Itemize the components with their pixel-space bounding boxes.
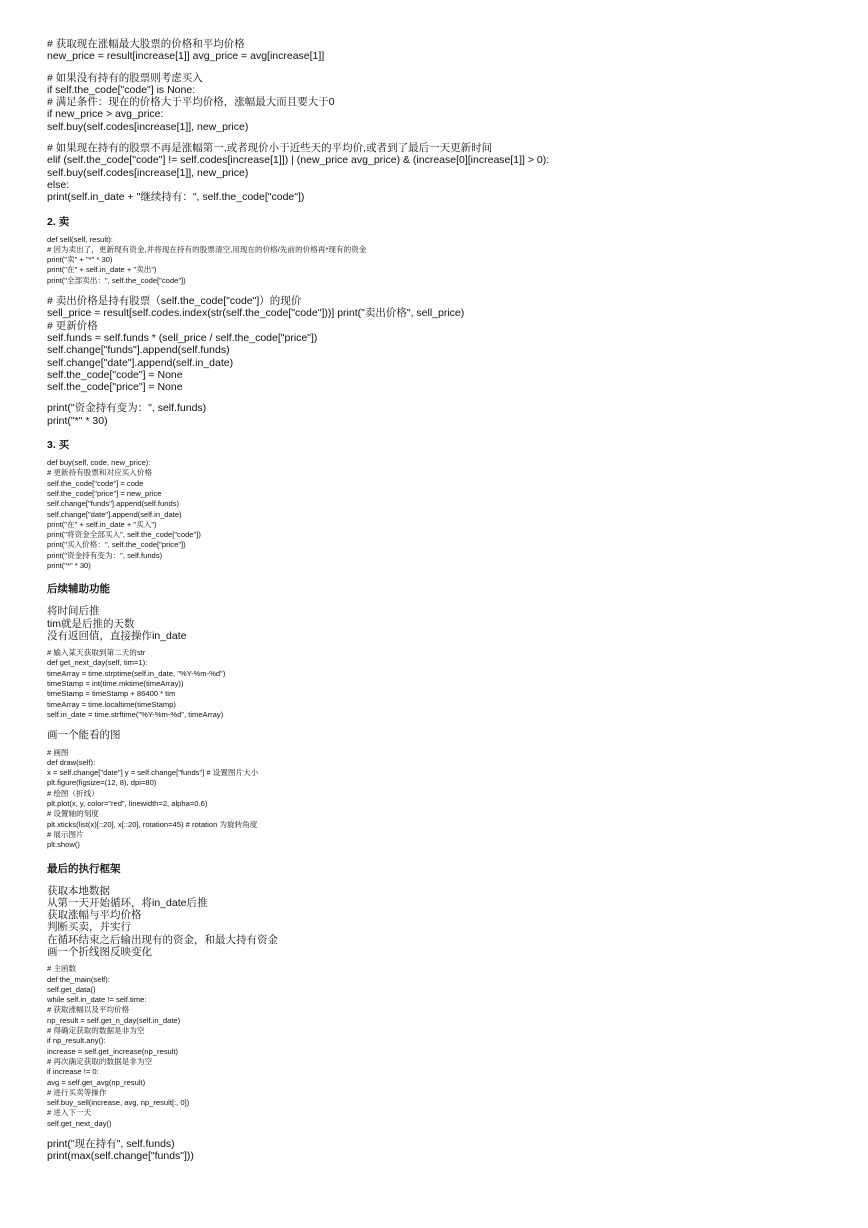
- text-line: # 因为卖出了，更新现有资金,并将现在持有的股票清空,用现在的价格/先前的价格再*现有的资金: [47, 244, 367, 254]
- text-line: # 进入下一天: [47, 1108, 92, 1118]
- text-line: print("将资金全部买入", self.the_code["code"]): [47, 530, 201, 540]
- text-line: sell_price = result[self.codes.index(str(self.the_code["code"]))] print("卖出价格", sell_price): [47, 307, 465, 320]
- text-line: def sell(self, result):: [47, 234, 113, 244]
- text-line: # 主函数: [47, 964, 77, 974]
- block-spacer: [47, 851, 837, 863]
- text-line: plt.show(): [47, 840, 80, 850]
- text-line: self.change["date"].append(self.in_date): [47, 356, 234, 369]
- text-line: plt.xticks(list(x)[::20], x[::20], rotation=45) # rotation 为旋转角度: [47, 819, 258, 829]
- code-block-small: [47, 235, 837, 286]
- block-spacer: [47, 204, 837, 216]
- text-line: # 更新持有股票和对应买入价格: [47, 468, 153, 478]
- text-line: timeStamp = int(time.mktime(timeArray)): [47, 679, 184, 689]
- text-block: [47, 295, 837, 393]
- text-line: # 得确定获取的数据是非为空: [47, 1026, 145, 1036]
- text-line: if np_result.any():: [47, 1036, 106, 1046]
- block-spacer: [47, 133, 837, 142]
- block-spacer: [47, 1129, 837, 1138]
- text-line: avg = self.get_avg(np_result): [47, 1077, 146, 1087]
- text-line: print("在" + self.in_date + "买入"): [47, 519, 157, 529]
- text-line: timeArray = time.strptime(self.in_date, "%Y-%m-%d"): [47, 668, 226, 678]
- section-heading: 2. 卖: [47, 215, 70, 228]
- block-spacer: [47, 876, 837, 885]
- block-spacer: [47, 571, 837, 583]
- text-line: new_price = result[increase[1]] avg_price = avg[increase[1]]: [47, 50, 325, 63]
- text-line: # 设置轴的刻度: [47, 809, 99, 819]
- document-page: [47, 38, 837, 1163]
- text-line: self.get_data(): [47, 984, 96, 994]
- block-spacer: [47, 720, 837, 729]
- code-block-small: [47, 964, 837, 1129]
- text-line: if increase != 0:: [47, 1067, 99, 1077]
- text-line: 画一个能看的图: [47, 729, 121, 742]
- text-line: x = self.change["date"] y = self.change["funds"] # 设置图片大小: [47, 768, 259, 778]
- text-line: tim就是后推的天数: [47, 617, 135, 630]
- text-line: self.the_code["price"] = new_price: [47, 488, 162, 498]
- block-spacer: [47, 427, 837, 439]
- text-line: self.the_code["code"] = code: [47, 478, 144, 488]
- text-line: while self.in_date != self.time:: [47, 995, 147, 1005]
- text-line: print(max(self.change["funds"])): [47, 1150, 194, 1163]
- section-heading: 最后的执行框架: [47, 862, 121, 875]
- text-block: [47, 1138, 837, 1163]
- text-line: print("资金持有变为：", self.funds): [47, 402, 207, 415]
- text-line: def the_main(self):: [47, 974, 110, 984]
- text-line: print("现在持有", self.funds): [47, 1138, 175, 1151]
- text-block: [47, 885, 837, 959]
- text-line: def get_next_day(self, tim=1):: [47, 658, 148, 668]
- text-line: print("卖" + "*" * 30): [47, 255, 113, 265]
- text-line: 将时间后推: [47, 605, 100, 618]
- text-line: def buy(self, code, new_price):: [47, 458, 151, 468]
- text-line: # 获取涨幅以及平均价格: [47, 1005, 130, 1015]
- text-line: 获取本地数据: [47, 884, 110, 897]
- text-line: self.funds = self.funds * (sell_price / self.the_code["price"]): [47, 331, 318, 344]
- code-block-small: [47, 458, 837, 571]
- text-line: plt.plot(x, y, color="red", linewidth=2, alpha=0.6): [47, 799, 208, 809]
- text-line: # 画图: [47, 747, 69, 757]
- text-line: else:: [47, 178, 70, 191]
- text-line: print("资金持有变为：", self.funds): [47, 550, 163, 560]
- text-line: self.change["date"].append(self.in_date): [47, 509, 182, 519]
- text-line: np_result = self.get_n_day(self.in_date): [47, 1015, 181, 1025]
- block-spacer: [47, 596, 837, 605]
- text-line: plt.figure(figsize=(12, 8), dpi=80): [47, 778, 157, 788]
- text-line: 画一个折线图反映变化: [47, 946, 152, 958]
- text-line: self.in_date = time.strftime("%Y-%m-%d", timeArray): [47, 709, 224, 719]
- text-line: def draw(self):: [47, 757, 96, 767]
- text-line: # 进行买卖等操作: [47, 1087, 107, 1097]
- code-block-small: [47, 748, 837, 851]
- text-line: print("全部卖出：", self.the_code["code"]): [47, 275, 186, 285]
- text-line: # 更新价格: [47, 319, 98, 332]
- text-line: 在循环结束之后输出现有的资金，和最大持有资金: [47, 933, 278, 946]
- text-block: [47, 72, 837, 133]
- text-line: 没有返回值，直接操作in_date: [47, 629, 187, 642]
- text-line: self.buy(self.codes[increase[1]], new_price): [47, 120, 249, 133]
- text-line: print("*" * 30): [47, 560, 91, 570]
- text-line: if self.the_code["code"] is None:: [47, 83, 196, 96]
- text-block: [47, 402, 837, 427]
- text-line: self.the_code["code"] = None: [47, 368, 183, 381]
- text-line: self.get_next_day(): [47, 1118, 112, 1128]
- section-heading: 3. 买: [47, 439, 70, 452]
- text-line: # 卖出价格是持有股票（self.the_code["code"]）的现价: [47, 295, 302, 308]
- text-line: print("在" + self.in_date + "卖出"): [47, 265, 157, 275]
- text-line: increase = self.get_increase(np_result): [47, 1046, 179, 1056]
- text-line: # 如果没有持有的股票则考虑买入: [47, 71, 203, 84]
- text-line: self.buy(self.codes[increase[1]], new_price): [47, 166, 249, 179]
- code-block-small: [47, 648, 837, 720]
- text-block: [47, 142, 837, 203]
- text-block: [47, 605, 837, 642]
- text-line: elif (self.the_code["code"] != self.codes[increase[1]]) | (new_price avg_price) & (increase[0][increase[1]] > 0):: [47, 154, 550, 167]
- text-line: # 输入某天获取到第二天的str: [47, 648, 146, 658]
- text-line: self.change["funds"].append(self.funds): [47, 499, 180, 509]
- text-line: 获取涨幅与平均价格: [47, 909, 142, 922]
- block-spacer: [47, 63, 837, 72]
- text-line: print(self.in_date + "继续持有：", self.the_code["code"]): [47, 191, 305, 204]
- text-line: self.change["funds"].append(self.funds): [47, 344, 230, 357]
- text-line: # 满足条件：现在的价格大于平均价格，涨幅最大而且要大于0: [47, 96, 335, 109]
- text-line: # 绘图（折线）: [47, 788, 99, 798]
- text-line: # 展示图片: [47, 829, 84, 839]
- text-line: print("买入价格：", self.the_code["price"]): [47, 540, 186, 550]
- text-line: # 再次确定获取的数据是非为空: [47, 1056, 153, 1066]
- text-line: 判断买卖，并实行: [47, 921, 131, 934]
- block-spacer: [47, 286, 837, 295]
- text-line: # 获取现在涨幅最大股票的价格和平均价格: [47, 38, 245, 50]
- section-heading: 后续辅助功能: [47, 583, 110, 596]
- text-line: self.buy_sell(increase, avg, np_result[:, 0]): [47, 1098, 190, 1108]
- text-line: if new_price > avg_price:: [47, 108, 164, 121]
- text-block: [47, 38, 837, 63]
- text-line: self.the_code["price"] = None: [47, 381, 183, 394]
- text-line: timeStamp = timeStamp + 86400 * tim: [47, 689, 176, 699]
- text-line: # 如果现在持有的股票不再是涨幅第一,或者现价小于近些天的平均价,或者到了最后一天更新时间: [47, 142, 493, 155]
- text-line: 从第一天开始循环，将in_date后推: [47, 896, 208, 909]
- text-line: timeArray = time.localtime(timeStamp): [47, 699, 176, 709]
- text-line: print("*" * 30): [47, 414, 108, 427]
- text-block: [47, 729, 837, 741]
